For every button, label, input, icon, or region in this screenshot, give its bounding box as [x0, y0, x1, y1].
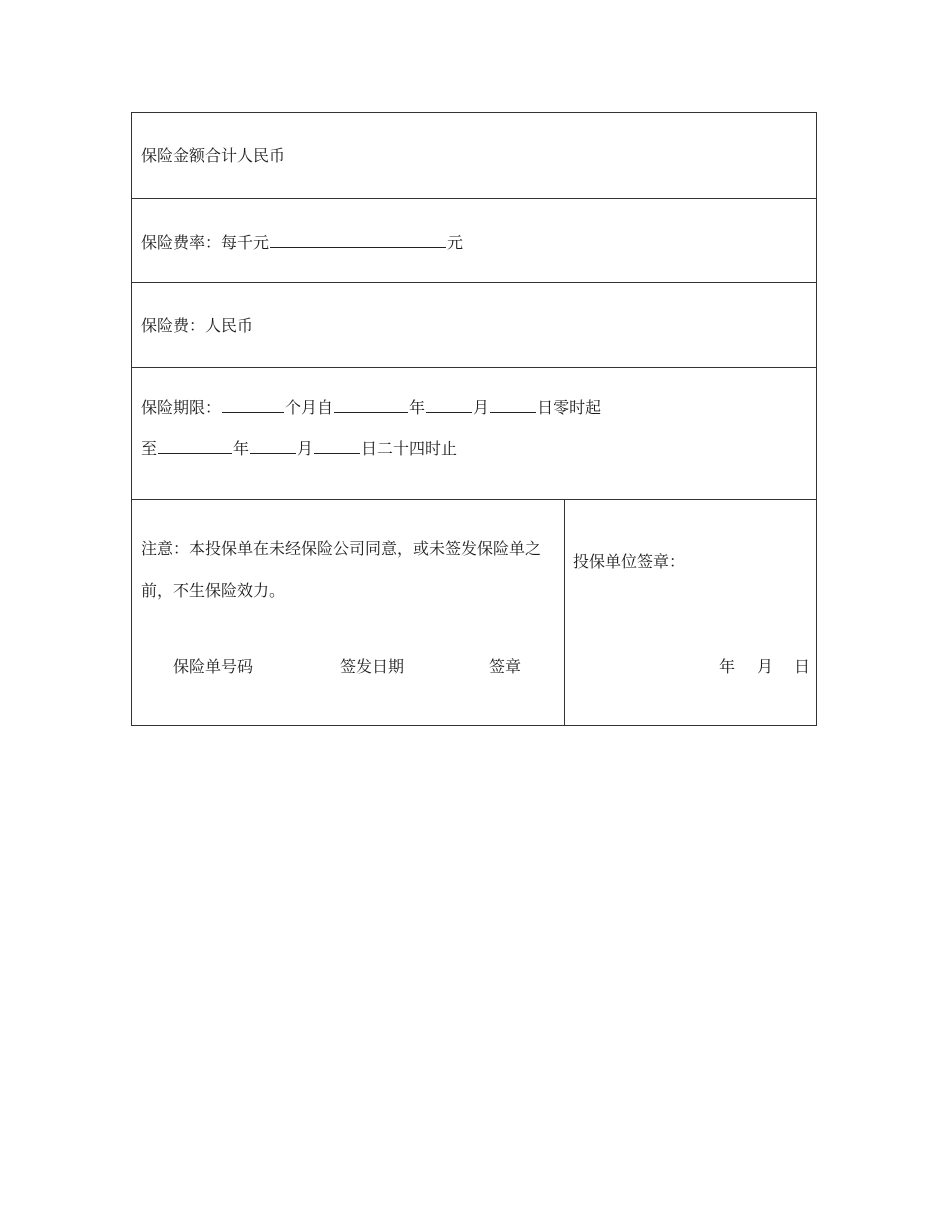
start-year-blank[interactable]	[334, 396, 408, 413]
sign-date-month: 月	[757, 657, 774, 676]
end-month-label: 月	[297, 439, 314, 458]
premium-row	[132, 283, 816, 368]
insurance-application-form	[131, 112, 817, 726]
end-year-blank[interactable]	[158, 437, 232, 454]
applicant-stamp-label: 投保单位签章：	[573, 552, 686, 571]
sign-date-year: 年	[719, 657, 736, 676]
insurance-period-row	[132, 368, 816, 500]
premium-rate-line	[141, 231, 463, 253]
premium-rate-row	[132, 198, 816, 283]
premium-label: 保险费：人民币	[141, 316, 254, 335]
start-month-blank[interactable]	[426, 396, 472, 413]
period-start-line	[141, 396, 601, 418]
sum-insured-label: 保险金额合计人民币	[141, 146, 286, 165]
end-day-label: 日二十四时止	[361, 439, 458, 458]
period-label: 保险期限：	[141, 398, 222, 417]
end-month-blank[interactable]	[250, 437, 296, 454]
premium-rate-label: 保险费率：每千元	[141, 233, 270, 252]
issue-date-label: 签发日期	[340, 657, 405, 676]
notice-text: 注意：本投保单在未经保险公司同意，或未签发保险单之前，不生保险效力。	[141, 539, 542, 600]
months-blank[interactable]	[222, 396, 284, 413]
start-month-label: 月	[473, 398, 490, 417]
start-year-label: 年	[409, 398, 426, 417]
to-label: 至	[141, 439, 158, 458]
months-text: 个月自	[285, 398, 334, 417]
notice-and-signature-row	[132, 500, 816, 726]
end-year-label: 年	[233, 439, 250, 458]
period-end-line	[141, 437, 457, 459]
sum-insured-row	[132, 113, 816, 199]
column-divider	[564, 500, 565, 726]
start-day-blank[interactable]	[490, 396, 536, 413]
premium-rate-blank[interactable]	[270, 231, 446, 248]
policy-number-label: 保险单号码	[173, 657, 254, 676]
premium-rate-unit: 元	[447, 233, 464, 252]
start-day-label: 日零时起	[537, 398, 602, 417]
stamp-label: 签章	[489, 657, 522, 676]
sign-date-day: 日	[794, 657, 811, 676]
end-day-blank[interactable]	[314, 437, 360, 454]
